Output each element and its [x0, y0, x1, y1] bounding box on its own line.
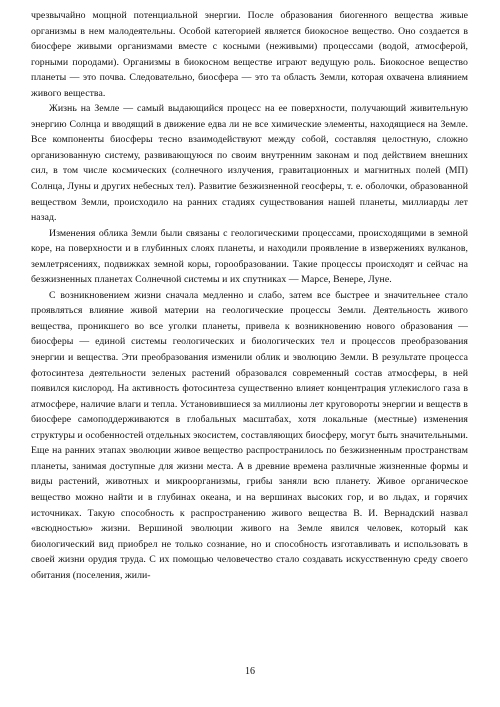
paragraph-3: Изменения облика Земли были связаны с геологическими процессами, происходящими в земной коре, на поверхности и в глубинных слоях планеты, и находили проявление в извержениях вулканов, землетрясениях, подвижках земной коры, горообразовании. Такие процессы происходят и сейчас на безжизненных планетах Солнечной системы и их спутниках — Марсе, Венере, Луне.: [31, 227, 468, 286]
paragraph-4: С возникновением жизни сначала медленно и слабо, затем все быстрее и значительнее стало проявляться влияние живой материи на геологические процессы Земли. Деятельность живого вещества, проникшего во все уголки планеты, привела к возникновению нового образования — биосферы — единой системы геологических и биологических тел и процессов преобразования энергии и вещества. Эти преобразования изменили облик и эволюцию Земли. В результате процесса фотосинтеза деятельности зеленых растений образовался современный состав атмосферы, в ней появился кислород. На активность фотосинтеза существенно влияет концентрация углекислого газа в атмосфере, наличие влаги и тепла. Установившиеся за миллионы лет круговороты энергии и веществ в биосфере самоподдерживаются в глобальных масштабах, хотя локальные (местные) изменения структуры и особенностей отдельных экосистем, составляющих биосферу, могут быть значительными. Еще на ранних этапах эволюции живое вещество распространилось по безжизненным пространствам планеты, занимая доступные для жизни места. А в древние времена различные жизненные формы и виды растений, животных и микроорганизмы, грибы заняли всю планету. Живое органическое вещество можно найти и в глубинах океана, и на вершинах высоких гор, и во льдах, и горячих источниках. Такую способность к распространению живого вещества В. И. Вернадский назвал «всюдностью» жизни. Вершиной эволюции живого на Земле явился человек, который как биологический вид приобрел не только сознание, но и способность изготавливать и использовать в своей жизни орудия труда. С их помощью человечество стало создавать искусственную среду своего обитания (поселения, жили-: [31, 289, 468, 581]
paragraph-1: чрезвычайно мощной потенциальной энергии. После образования биогенного вещества живые организмы в нем малодеятельны. Особой категорией является биокосное вещество. Оно создается в биосфере живыми организмами вместе с косными (неживыми) процессами (водой, атмосферой, горными породами). Организмы в биокосном веществе играют ведущую роль. Биокосное вещество планеты — это почва. Следовательно, биосфера — это та область Земли, которая охвачена влиянием живого вещества.: [31, 10, 468, 99]
document-page: [31, 8, 468, 698]
page-number: 16: [245, 666, 255, 677]
paragraph-2: Жизнь на Земле — самый выдающийся процесс на ее поверхности, получающий живительную энергию Солнца и вводящий в движение едва ли не все химические элементы, находящиеся на Земле. Все компоненты биосферы тесно взаимодействуют между собой, составляя целостную, сложно организованную систему, развивающуюся по своим внутренним законам и под действием внешних сил, в том числе космических (солнечного излучения, гравитационных и магнитных полей (МП) Солнца, Луны и других небесных тел). Развитие безжизненной геосферы, т. е. оболочки, образованной веществом Земли, происходило на ранних стадиях существования нашей планеты, миллиарды лет назад.: [31, 103, 468, 224]
